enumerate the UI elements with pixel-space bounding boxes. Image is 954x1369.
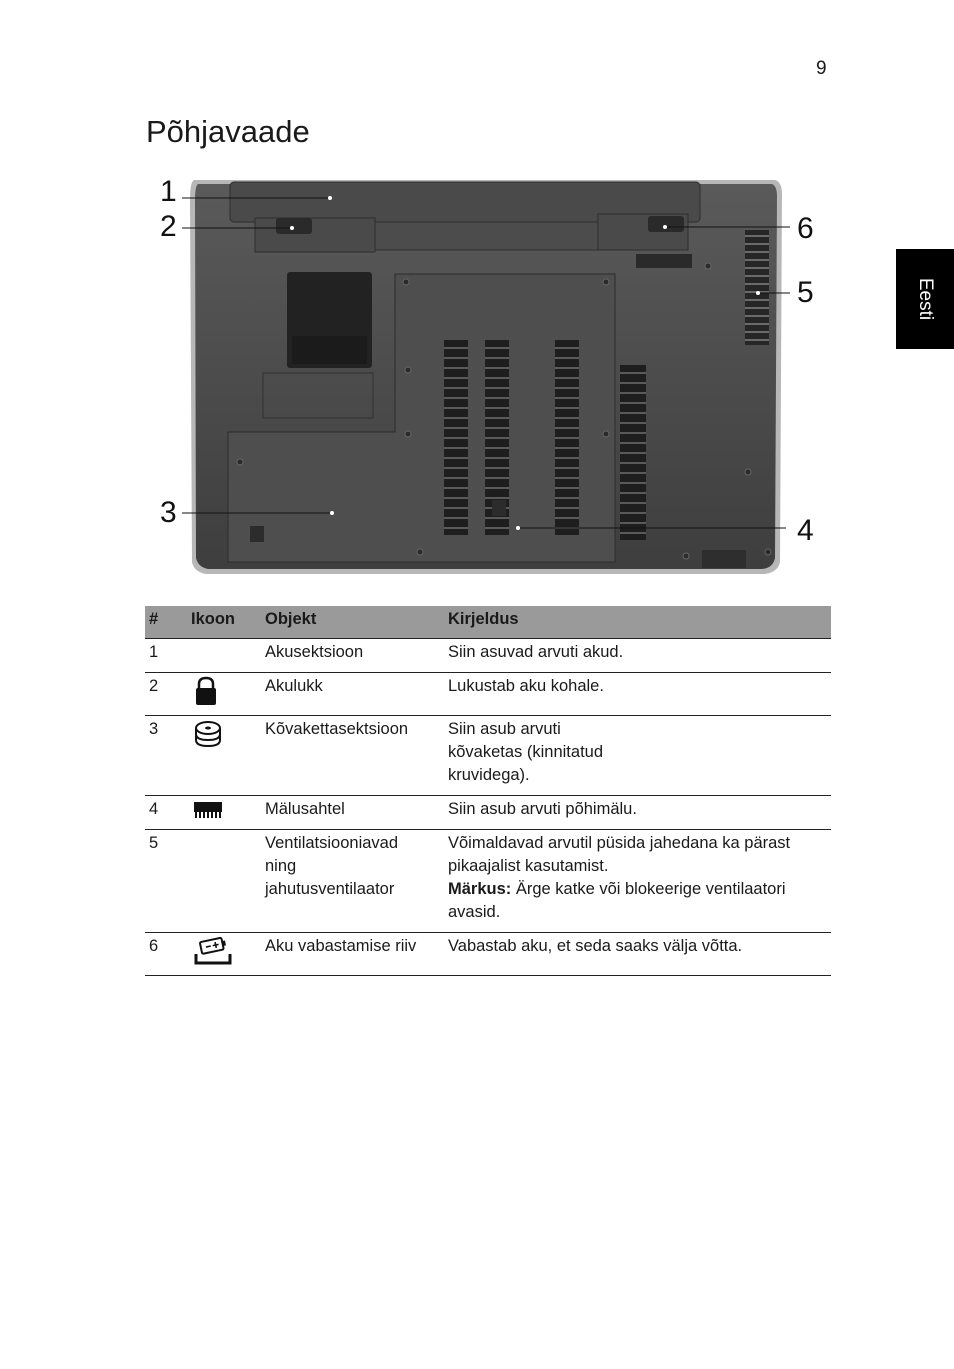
language-tab (896, 249, 954, 349)
row-icon (187, 933, 261, 976)
table-row (145, 796, 831, 830)
row-note (448, 878, 827, 924)
page-number: 9 (816, 58, 827, 79)
row-icon (187, 796, 261, 830)
battery-release-icon (193, 935, 233, 967)
table-row (145, 830, 831, 933)
lock-icon (193, 675, 219, 707)
callout-3: 3 (160, 496, 177, 529)
laptop-bottom-illustration (150, 170, 830, 585)
row-description: Lukustab aku kohale. (444, 673, 831, 716)
table-row (145, 716, 831, 796)
parts-table (145, 606, 831, 976)
table-header-row (145, 606, 831, 639)
table-row (145, 933, 831, 976)
row-description: Vabastab aku, et seda saaks välja võtta. (444, 933, 831, 976)
row-icon (187, 673, 261, 716)
header-description: Kirjeldus (444, 606, 831, 639)
callout-1: 1 (160, 175, 177, 208)
page-title: Põhjavaade (146, 114, 310, 149)
header-icon: Ikoon (187, 606, 261, 639)
row-object: Ventilatsiooniavad ning jahutusventilaator (261, 830, 444, 933)
laptop-bottom-figure (150, 170, 830, 585)
row-description: Siin asub arvuti põhimälu. (444, 796, 831, 830)
row-description: Siin asub arvuti kõvaketas (kinnitatud kruvidega). (444, 716, 831, 796)
header-num: # (145, 606, 187, 639)
row-num: 4 (145, 796, 187, 830)
row-object: Kõvakettasektsioon (261, 716, 444, 796)
callout-4: 4 (797, 514, 814, 547)
callout-6: 6 (797, 212, 814, 245)
table-row (145, 639, 831, 673)
row-object: Mälusahtel (261, 796, 444, 830)
row-num: 2 (145, 673, 187, 716)
row-object: Akulukk (261, 673, 444, 716)
table-row (145, 673, 831, 716)
note-text: Ärge katke või blokeerige ventilaatori avasid. (448, 880, 786, 921)
memory-icon (193, 798, 223, 820)
row-icon (187, 830, 261, 933)
callout-2: 2 (160, 210, 177, 243)
callout-5: 5 (797, 276, 814, 309)
row-num: 6 (145, 933, 187, 976)
row-object: Aku vabastamise riiv (261, 933, 444, 976)
row-icon (187, 716, 261, 796)
row-num: 3 (145, 716, 187, 796)
note-label: Märkus: (448, 880, 512, 898)
row-icon (187, 639, 261, 673)
row-object: Akusektsioon (261, 639, 444, 673)
row-description (444, 830, 831, 933)
row-num: 5 (145, 830, 187, 933)
hard-disk-icon (193, 718, 223, 750)
row-description: Siin asuvad arvuti akud. (444, 639, 831, 673)
row-num: 1 (145, 639, 187, 673)
header-object: Objekt (261, 606, 444, 639)
row-description-text: Võimaldavad arvutil püsida jahedana ka pärast pikaajalist kasutamist. (448, 834, 791, 875)
language-tab-label: Eesti (915, 277, 936, 321)
